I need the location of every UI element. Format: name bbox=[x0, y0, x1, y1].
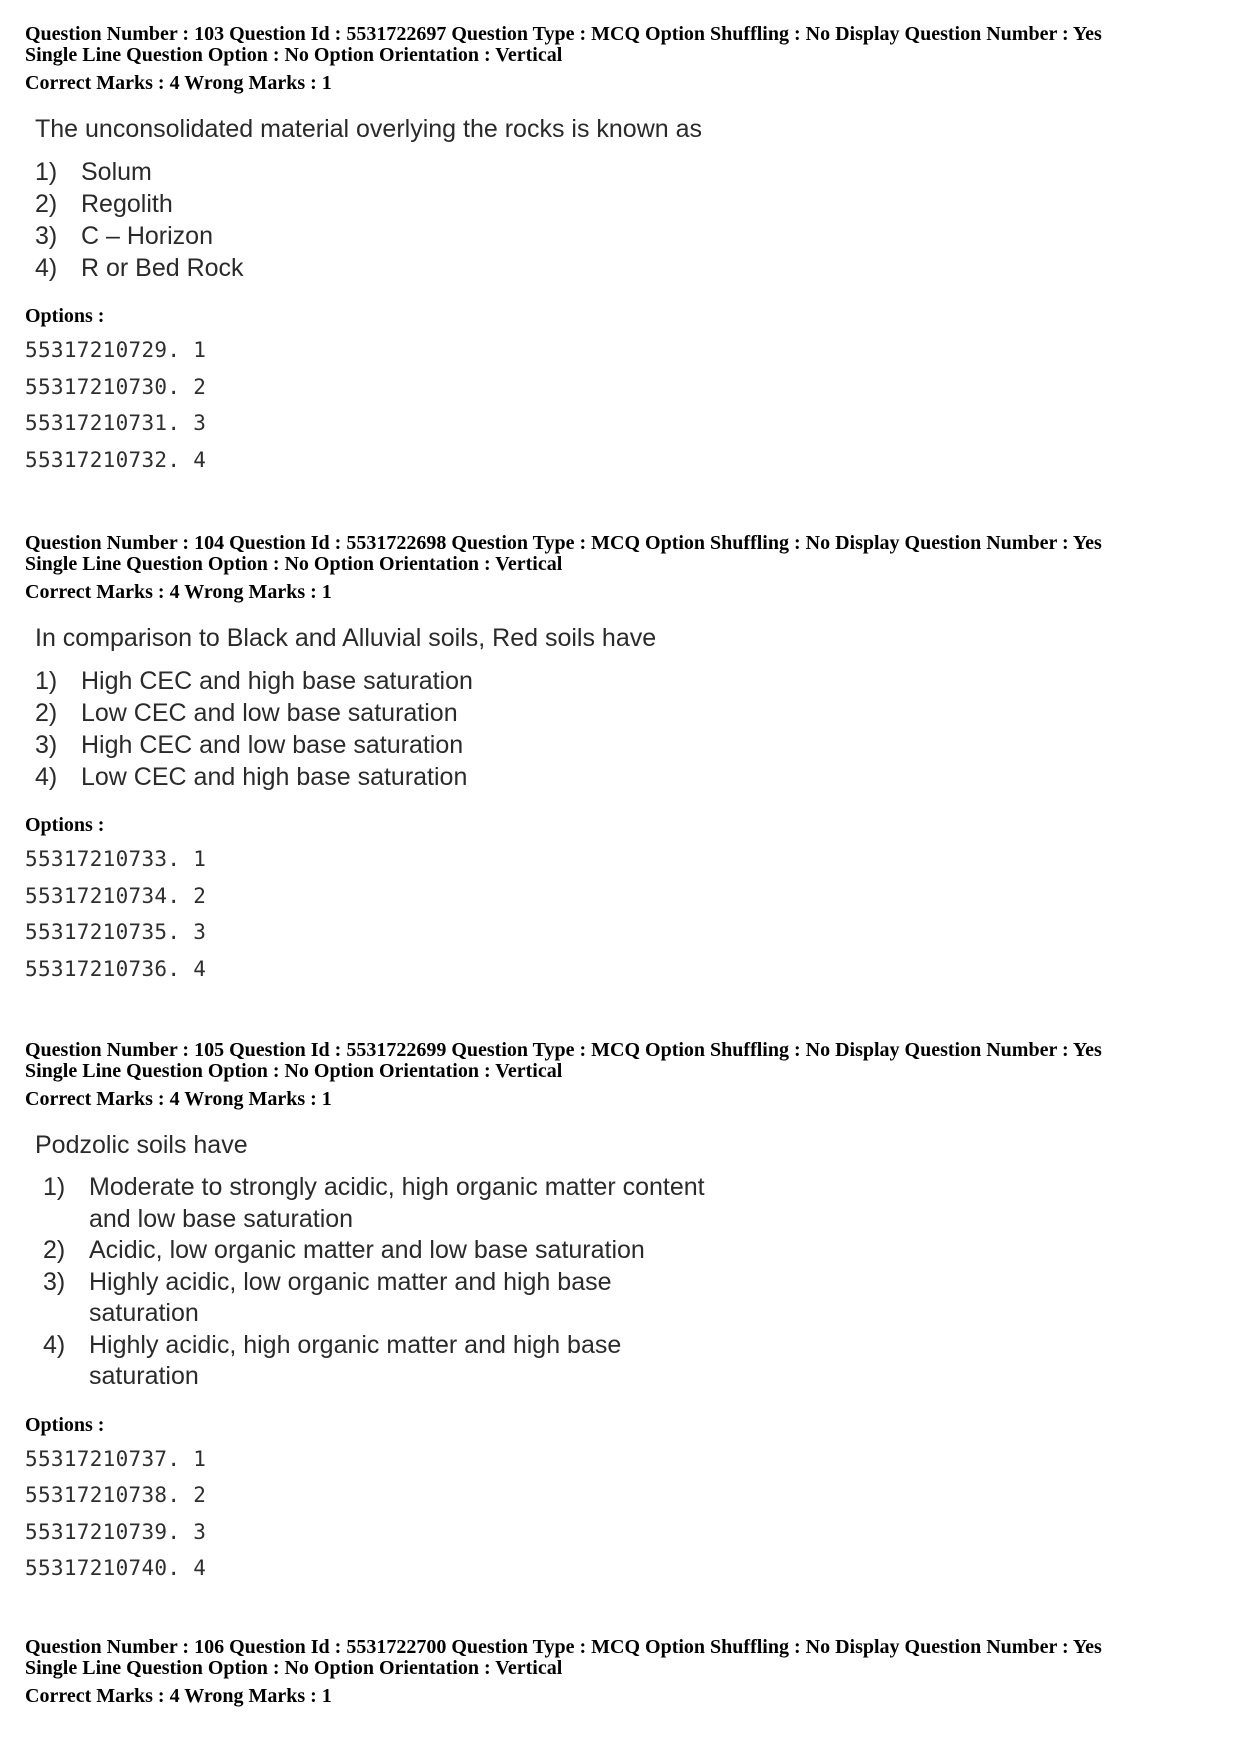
choice-text: Acidic, low organic matter and low base saturation bbox=[89, 1236, 645, 1264]
question-block-106 bbox=[25, 1637, 1215, 1707]
choice-item bbox=[35, 252, 1215, 284]
option-id: 55317210732. 4 bbox=[25, 447, 207, 472]
option-id: 55317210729. 1 bbox=[25, 338, 207, 362]
choice-item bbox=[35, 188, 1215, 220]
choice-number: 2) bbox=[35, 190, 58, 218]
choice-item bbox=[35, 220, 1215, 252]
option-id: 55317210738. 2 bbox=[25, 1483, 207, 1507]
question-stem: In comparison to Black and Alluvial soils, Red soils have bbox=[35, 624, 657, 652]
choice-text: Highly acidic, high organic matter and high base saturation bbox=[89, 1330, 622, 1390]
choice-item bbox=[35, 761, 1215, 793]
question-meta-line1: Question Number : 103 Question Id : 5531722697 Question Type : MCQ Option Shuffling : No Display Question Number : Yes bbox=[25, 23, 1102, 45]
question-meta-line2: Single Line Question Option : No Option Orientation : Vertical bbox=[25, 1060, 563, 1082]
question-stem: The unconsolidated material overlying the rocks is known as bbox=[35, 115, 703, 143]
question-meta-line1: Question Number : 106 Question Id : 5531722700 Question Type : MCQ Option Shuffling : No Display Question Number : Yes bbox=[25, 1636, 1102, 1658]
option-id: 55317210739. 3 bbox=[25, 1519, 207, 1544]
choice-number: 4) bbox=[35, 254, 58, 282]
choice-number: 1) bbox=[35, 158, 58, 186]
options-label: Options : bbox=[25, 814, 105, 836]
option-id: 55317210736. 4 bbox=[25, 956, 207, 981]
choice-text: C – Horizon bbox=[81, 222, 213, 250]
question-meta-line2: Single Line Question Option : No Option Orientation : Vertical bbox=[25, 1657, 563, 1679]
question-marks: Correct Marks : 4 Wrong Marks : 1 bbox=[25, 72, 332, 94]
choice-number: 4) bbox=[43, 1330, 66, 1359]
choice-item bbox=[35, 156, 1215, 188]
question-meta-line2: Single Line Question Option : No Option Orientation : Vertical bbox=[25, 553, 563, 575]
choice-text: High CEC and high base saturation bbox=[81, 667, 473, 695]
choice-number: 3) bbox=[35, 731, 58, 759]
option-id: 55317210731. 3 bbox=[25, 411, 207, 435]
option-id: 55317210730. 2 bbox=[25, 374, 207, 399]
choice-text: Moderate to strongly acidic, high organic matter content and low base saturation bbox=[89, 1173, 705, 1233]
choice-item bbox=[43, 1172, 1215, 1235]
answer-choices bbox=[35, 156, 1215, 284]
choice-item bbox=[43, 1330, 1215, 1393]
answer-choices bbox=[43, 1172, 1215, 1393]
options-list bbox=[25, 332, 1215, 478]
options-list bbox=[25, 1441, 1215, 1587]
choice-text: Low CEC and high base saturation bbox=[81, 763, 468, 791]
choice-item bbox=[35, 697, 1215, 729]
options-label: Options : bbox=[25, 305, 105, 327]
choice-number: 3) bbox=[43, 1267, 66, 1296]
choice-text: Low CEC and low base saturation bbox=[81, 699, 458, 727]
choice-number: 2) bbox=[43, 1236, 66, 1264]
option-id: 55317210737. 1 bbox=[25, 1446, 207, 1471]
choice-number: 1) bbox=[35, 667, 58, 695]
option-id: 55317210734. 2 bbox=[25, 883, 207, 908]
choice-item bbox=[35, 665, 1215, 697]
question-meta-line1: Question Number : 105 Question Id : 5531722699 Question Type : MCQ Option Shuffling : No Display Question Number : Yes bbox=[25, 1039, 1102, 1061]
choice-text: Regolith bbox=[81, 190, 173, 218]
choice-item bbox=[43, 1235, 1215, 1267]
choice-item bbox=[35, 729, 1215, 761]
choice-number: 1) bbox=[43, 1173, 66, 1201]
choice-number: 2) bbox=[35, 699, 58, 727]
question-block-103 bbox=[25, 24, 1215, 478]
option-id: 55317210740. 4 bbox=[25, 1556, 207, 1580]
choice-number: 3) bbox=[35, 222, 58, 250]
options-label: Options : bbox=[25, 1413, 105, 1436]
choice-number: 4) bbox=[35, 763, 58, 791]
choice-text: Highly acidic, low organic matter and high base saturation bbox=[89, 1267, 612, 1327]
question-block-105 bbox=[25, 1040, 1215, 1587]
choice-item bbox=[43, 1267, 1215, 1330]
option-id: 55317210733. 1 bbox=[25, 847, 207, 871]
question-meta-line2: Single Line Question Option : No Option Orientation : Vertical bbox=[25, 44, 563, 66]
question-stem: Podzolic soils have bbox=[35, 1131, 248, 1159]
option-id: 55317210735. 3 bbox=[25, 920, 207, 944]
choice-text: High CEC and low base saturation bbox=[81, 731, 464, 759]
choice-text: R or Bed Rock bbox=[81, 254, 244, 282]
question-block-104 bbox=[25, 533, 1215, 987]
question-marks: Correct Marks : 4 Wrong Marks : 1 bbox=[25, 1088, 332, 1110]
question-marks: Correct Marks : 4 Wrong Marks : 1 bbox=[25, 581, 332, 603]
answer-choices bbox=[35, 665, 1215, 793]
question-meta-line1: Question Number : 104 Question Id : 5531722698 Question Type : MCQ Option Shuffling : No Display Question Number : Yes bbox=[25, 532, 1102, 554]
options-list bbox=[25, 841, 1215, 987]
choice-text: Solum bbox=[81, 158, 152, 186]
question-marks: Correct Marks : 4 Wrong Marks : 1 bbox=[25, 1685, 332, 1707]
